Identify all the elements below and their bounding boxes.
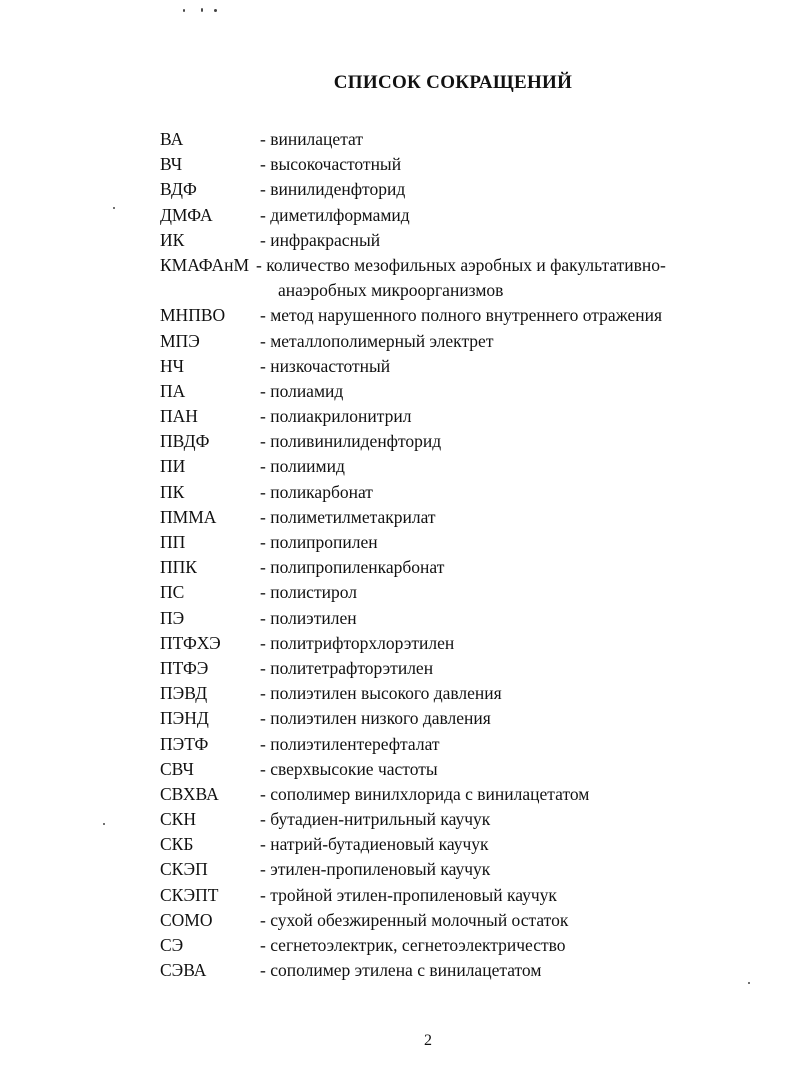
- abbreviation-entry: [160, 782, 760, 807]
- abbreviation-term: СКН: [160, 809, 196, 830]
- abbreviation-definition-continuation: анаэробных микроорганизмов: [278, 280, 504, 301]
- abbreviation-definition: - винилацетат: [260, 129, 364, 149]
- abbreviation-term: ПВДФ: [160, 431, 210, 452]
- abbreviation-term: МНПВО: [160, 305, 226, 326]
- abbreviation-definition: - полистирол: [260, 582, 357, 603]
- abbreviation-entry: [160, 555, 760, 580]
- abbreviation-entry: [160, 908, 760, 933]
- abbreviation-definition: - полиимид: [260, 456, 345, 477]
- abbreviation-term: СКБ: [160, 834, 194, 855]
- abbreviation-entry: [160, 379, 760, 404]
- abbreviation-term: ВДФ: [160, 179, 197, 200]
- abbreviation-entry: [160, 631, 760, 656]
- abbreviation-definition: - сухой обезжиренный молочный остаток: [260, 909, 569, 930]
- abbreviation-term: ПЭТФ: [160, 733, 209, 754]
- abbreviation-definition: - полипропиленкарбонат: [260, 557, 445, 578]
- scan-speck: [113, 207, 115, 209]
- abbreviation-term: ППК: [160, 557, 197, 578]
- abbreviation-term: ПАН: [160, 406, 198, 427]
- abbreviation-definition: - сверхвысокие частоты: [260, 758, 438, 779]
- abbreviation-entry: [160, 857, 760, 882]
- abbreviation-definition: - сополимер винилхлорида с винилацетатом: [260, 783, 590, 804]
- abbreviation-entry: [160, 530, 760, 555]
- abbreviation-term: СОМО: [160, 909, 213, 930]
- abbreviation-definition: - высокочастотный: [260, 154, 402, 175]
- abbreviation-term: ПТФХЭ: [160, 632, 221, 653]
- abbreviation-entry: [160, 127, 760, 152]
- abbreviation-term: СВХВА: [160, 783, 219, 804]
- abbreviation-term: ПА: [160, 380, 186, 401]
- abbreviation-entry: [160, 656, 760, 681]
- abbreviation-list: [160, 127, 760, 983]
- scan-speck: [201, 8, 203, 12]
- page-number: 2: [424, 1032, 432, 1049]
- abbreviation-definition: - металлополимерный электрет: [260, 330, 494, 351]
- abbreviation-definition: - поливинилиденфторид: [260, 431, 442, 452]
- abbreviation-definition: - полиэтилен низкого давления: [260, 708, 491, 729]
- abbreviation-term: ПММА: [160, 506, 217, 527]
- abbreviation-term: НЧ: [160, 355, 185, 376]
- page-title: СПИСОК СОКРАЩЕНИЙ: [333, 72, 573, 93]
- abbreviation-definition: - полипропилен: [260, 532, 378, 553]
- abbreviation-definition: - количество мезофильных аэробных и факультативно-: [256, 254, 666, 275]
- abbreviation-entry: [160, 757, 760, 782]
- abbreviation-entry: [160, 253, 760, 303]
- abbreviation-entry: [160, 454, 760, 479]
- abbreviation-definition: - поликарбонат: [260, 481, 373, 502]
- abbreviation-entry: [160, 606, 760, 631]
- abbreviation-entry: [160, 681, 760, 706]
- abbreviation-term: ПЭНД: [160, 708, 209, 729]
- abbreviation-definition: - бутадиен-нитрильный каучук: [260, 809, 491, 830]
- abbreviation-entry: [160, 706, 760, 731]
- abbreviation-definition: - тройной этилен-пропиленовый каучук: [260, 884, 557, 905]
- abbreviation-definition: - диметилформамид: [260, 204, 410, 225]
- abbreviation-definition: - полиметилметакрилат: [260, 506, 436, 527]
- abbreviation-term: МПЭ: [160, 330, 200, 351]
- abbreviation-definition: - политетрафторэтилен: [260, 657, 434, 678]
- abbreviation-term: ВА: [160, 129, 184, 149]
- abbreviation-entry: [160, 958, 760, 983]
- abbreviation-term: СКЭПТ: [160, 884, 219, 905]
- abbreviation-entry: [160, 404, 760, 429]
- abbreviation-definition: - винилиденфторид: [260, 179, 406, 200]
- abbreviation-term: СЭВА: [160, 960, 207, 981]
- abbreviation-entry: [160, 303, 760, 328]
- abbreviation-term: ПЭВД: [160, 683, 208, 704]
- abbreviation-entry: [160, 354, 760, 379]
- abbreviation-definition: - сополимер этилена с винилацетатом: [260, 960, 542, 981]
- abbreviation-entry: [160, 429, 760, 454]
- abbreviation-definition: - сегнетоэлектрик, сегнетоэлектричество: [260, 935, 566, 956]
- abbreviation-term: ДМФА: [160, 204, 213, 225]
- abbreviation-definition: - низкочастотный: [260, 355, 391, 376]
- abbreviation-definition: - полиэтилентерефталат: [260, 733, 440, 754]
- abbreviation-term: ПС: [160, 582, 185, 603]
- abbreviation-definition: - инфракрасный: [260, 229, 381, 250]
- abbreviation-term: ПП: [160, 532, 186, 553]
- abbreviation-entry: [160, 732, 760, 757]
- abbreviation-definition: - политрифторхлорэтилен: [260, 632, 455, 653]
- abbreviation-term: СЭ: [160, 935, 184, 956]
- abbreviation-entry: [160, 228, 760, 253]
- abbreviation-definition: - полиамид: [260, 380, 344, 401]
- abbreviation-entry: [160, 933, 760, 958]
- abbreviation-definition: - полиэтилен высокого давления: [260, 683, 502, 704]
- abbreviation-definition: - полиакрилонитрил: [260, 406, 412, 427]
- abbreviation-entry: [160, 832, 760, 857]
- abbreviation-term: СВЧ: [160, 758, 194, 779]
- scan-speck: [183, 9, 185, 12]
- abbreviation-term: СКЭП: [160, 859, 208, 880]
- abbreviation-entry: [160, 807, 760, 832]
- abbreviation-entry: [160, 580, 760, 605]
- abbreviation-definition: - этилен-пропиленовый каучук: [260, 859, 491, 880]
- abbreviation-entry: [160, 177, 760, 202]
- abbreviation-term: ПЭ: [160, 607, 185, 628]
- abbreviation-definition: - натрий-бутадиеновый каучук: [260, 834, 489, 855]
- abbreviation-term: КМАФАнМ: [160, 254, 250, 275]
- abbreviation-entry: [160, 203, 760, 228]
- abbreviation-term: ВЧ: [160, 154, 183, 175]
- abbreviation-definition: - полиэтилен: [260, 607, 357, 628]
- abbreviation-term: ПИ: [160, 456, 186, 477]
- abbreviation-definition: - метод нарушенного полного внутреннего отражения: [260, 305, 663, 326]
- abbreviation-entry: [160, 152, 760, 177]
- scan-speck: [103, 823, 105, 825]
- abbreviation-entry: [160, 480, 760, 505]
- abbreviation-entry: [160, 505, 760, 530]
- abbreviation-entry: [160, 329, 760, 354]
- scan-speck: [214, 9, 217, 12]
- abbreviation-term: ПК: [160, 481, 185, 502]
- abbreviation-term: ИК: [160, 229, 185, 250]
- abbreviation-term: ПТФЭ: [160, 657, 209, 678]
- abbreviation-entry: [160, 883, 760, 908]
